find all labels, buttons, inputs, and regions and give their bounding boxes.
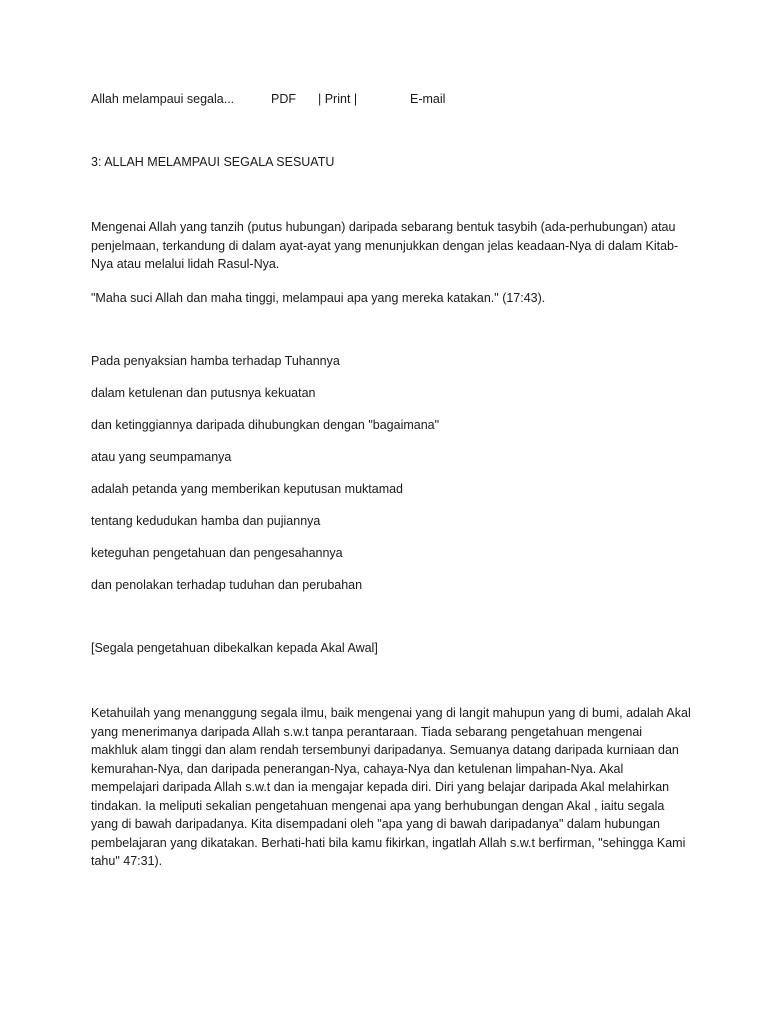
email-link[interactable]: E-mail	[410, 92, 446, 106]
subheading: [Segala pengetahuan dibekalkan kepada Akal Awal]	[91, 641, 378, 655]
verse-line: dan penolakan terhadap tuduhan dan perubahan	[91, 578, 363, 592]
verse-line: keteguhan pengetahuan dan pengesahannya	[91, 546, 343, 560]
pdf-link[interactable]: PDF	[271, 92, 296, 106]
article-title: Allah melampaui segala...	[91, 92, 235, 106]
verse-line: atau yang seumpamanya	[91, 450, 232, 464]
verse-line: adalah petanda yang memberikan keputusan muktamad	[91, 482, 404, 496]
body-paragraph: Ketahuilah yang menanggung segala ilmu, baik mengenai yang di langit mahupun yang di bumi, adalah Akal yang menerimanya daripada Allah s.w.t tanpa perantaraan. Tiada sebarang pengetahuan mengenai makhluk alam tinggi dan alam rendah tersembunyi daripadanya. Semuanya datang daripada kurniaan dan kemurahan-Nya, dan daripada penerangan-Nya, cahaya-Nya dan ketulenan limpahan-Nya. Akal mempelajari daripada Allah s.w.t dan ia mengajar kepada diri. Diri yang belajar daripada Akal melahirkan tindakan. Ia meliputi sekalian pengetahuan mengenai apa yang berhubungan dengan Akal , iaitu segala yang di bawah daripadanya. Kita disempadani oleh "apa yang di bawah daripadanya" dalam hubungan pembelajaran yang dikatakan. Berhati-hati bila kamu fikirkan, ingatlah Allah s.w.t berfirman, "sehingga Kami tahu" 47:31).	[91, 706, 691, 868]
verse-line: dalam ketulenan dan putusnya kekuatan	[91, 386, 316, 400]
verse-line: dan ketinggiannya daripada dihubungkan dengan "bagaimana"	[91, 418, 440, 432]
verse-line: Pada penyaksian hamba terhadap Tuhannya	[91, 354, 340, 368]
section-heading: 3: ALLAH MELAMPAUI SEGALA SESUATU	[91, 155, 335, 169]
intro-paragraph: Mengenai Allah yang tanzih (putus hubungan) daripada sebarang bentuk tasybih (ada-perhubungan) atau penjelmaan, terkandung di dalam ayat-ayat yang menunjukkan dengan jelas keadaan-Nya di dalam Kitab-Nya atau melalui lidah Rasul-Nya.	[91, 220, 679, 271]
quote-paragraph: "Maha suci Allah dan maha tinggi, melampaui apa yang mereka katakan." (17:43).	[91, 291, 546, 305]
verse-line: tentang kedudukan hamba dan pujiannya	[91, 514, 321, 528]
print-link[interactable]: | Print |	[318, 92, 358, 106]
